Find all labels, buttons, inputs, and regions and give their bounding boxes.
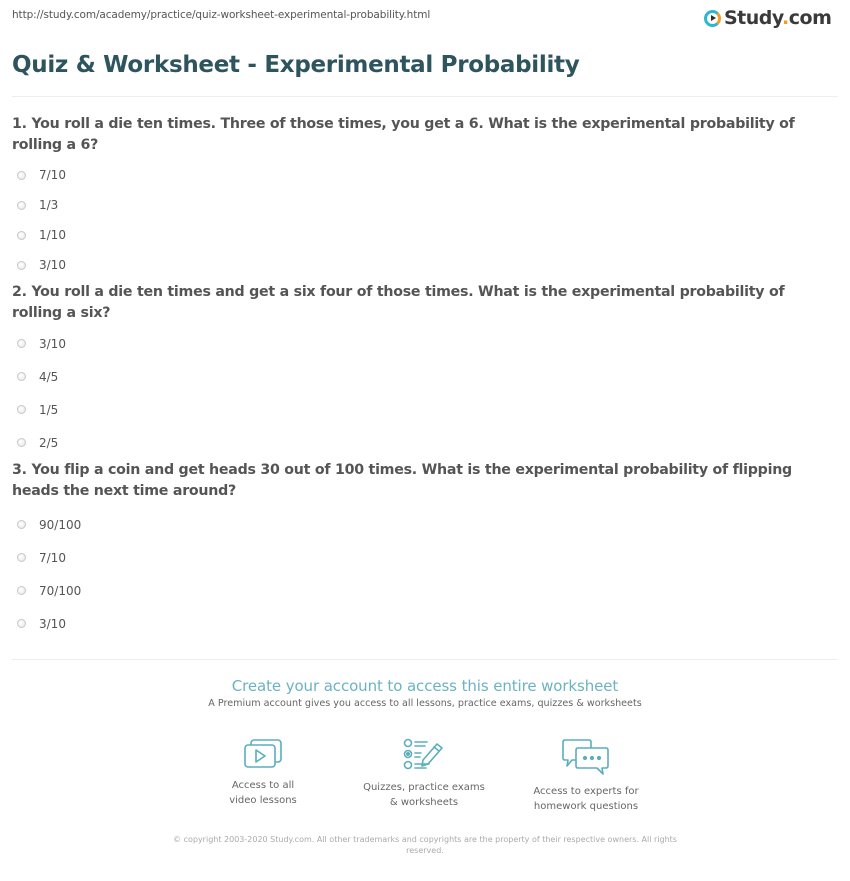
question-2 [12, 282, 838, 459]
chat-bubbles-icon [562, 738, 610, 776]
radio-button[interactable] [17, 231, 26, 240]
answer-label: 70/100 [39, 583, 82, 598]
answer-list [12, 508, 838, 640]
video-lessons-icon [243, 738, 283, 770]
page-url: http://study.com/academy/practice/quiz-worksheet-experimental-probability.html [12, 9, 431, 21]
answer-label: 1/3 [39, 198, 59, 212]
quiz-checklist-icon [403, 738, 445, 772]
answer-option[interactable] [12, 574, 838, 607]
answer-label: 1/10 [39, 228, 66, 242]
study-com-logo[interactable] [704, 6, 831, 30]
question-text: 2. You roll a die ten times and get a six four of those times. What is the experimental probability of rolling a six? [12, 284, 785, 321]
answer-list [12, 327, 838, 459]
answer-label: 3/10 [39, 258, 66, 272]
answer-option[interactable] [12, 393, 838, 426]
feature-label: Access to all video lessons [229, 780, 297, 806]
divider [12, 659, 838, 660]
question-1 [12, 114, 838, 280]
feature-video-lessons [183, 738, 343, 808]
answer-option[interactable] [12, 360, 838, 393]
question-3 [12, 460, 838, 640]
play-circle-logo-icon [704, 10, 721, 27]
answer-option[interactable] [12, 426, 838, 459]
answer-label: 90/100 [39, 517, 82, 532]
answer-option[interactable] [12, 220, 838, 250]
radio-button[interactable] [17, 619, 26, 628]
feature-experts [506, 738, 666, 814]
answer-option[interactable] [12, 160, 838, 190]
radio-button[interactable] [17, 405, 26, 414]
answer-option[interactable] [12, 508, 838, 541]
answer-option[interactable] [12, 250, 838, 280]
radio-button[interactable] [17, 553, 26, 562]
answer-option[interactable] [12, 607, 838, 640]
radio-button[interactable] [17, 372, 26, 381]
feature-quizzes [344, 738, 504, 810]
answer-option[interactable] [12, 541, 838, 574]
radio-button[interactable] [17, 201, 26, 210]
question-text: 1. You roll a die ten times. Three of those times, you get a 6. What is the experimental probability of rolling a 6? [12, 116, 795, 153]
cta-title[interactable]: Create your account to access this entire worksheet [231, 677, 619, 695]
answer-label: 3/10 [39, 616, 66, 631]
answer-label: 4/5 [39, 369, 59, 384]
question-text: 3. You flip a coin and get heads 30 out of 100 times. What is the experimental probability of flipping heads the next time around? [12, 462, 792, 499]
answer-option[interactable] [12, 190, 838, 220]
feature-label: Quizzes, practice exams & worksheets [363, 782, 485, 808]
radio-button[interactable] [17, 261, 26, 270]
radio-button[interactable] [17, 339, 26, 348]
feature-label: Access to experts for homework questions [533, 786, 639, 812]
radio-button[interactable] [17, 586, 26, 595]
answer-label: 2/5 [39, 435, 59, 450]
page-title: Quiz & Worksheet - Experimental Probability [12, 52, 580, 78]
radio-button[interactable] [17, 520, 26, 529]
cta-subtitle: A Premium account gives you access to all lessons, practice exams, quizzes & worksheets [208, 698, 642, 709]
answer-list [12, 160, 838, 280]
answer-label: 7/10 [39, 168, 66, 182]
radio-button[interactable] [17, 171, 26, 180]
copyright-notice: © copyright 2003-2020 Study.com. All other trademarks and copyrights are the property of their respective owners. All rights reserved. [173, 835, 677, 855]
answer-option[interactable] [12, 327, 838, 360]
signup-cta [0, 677, 850, 709]
answer-label: 7/10 [39, 550, 66, 565]
divider [12, 96, 838, 97]
logo-text: Study.com [724, 7, 832, 29]
radio-button[interactable] [17, 438, 26, 447]
answer-label: 1/5 [39, 402, 59, 417]
answer-label: 3/10 [39, 336, 66, 351]
